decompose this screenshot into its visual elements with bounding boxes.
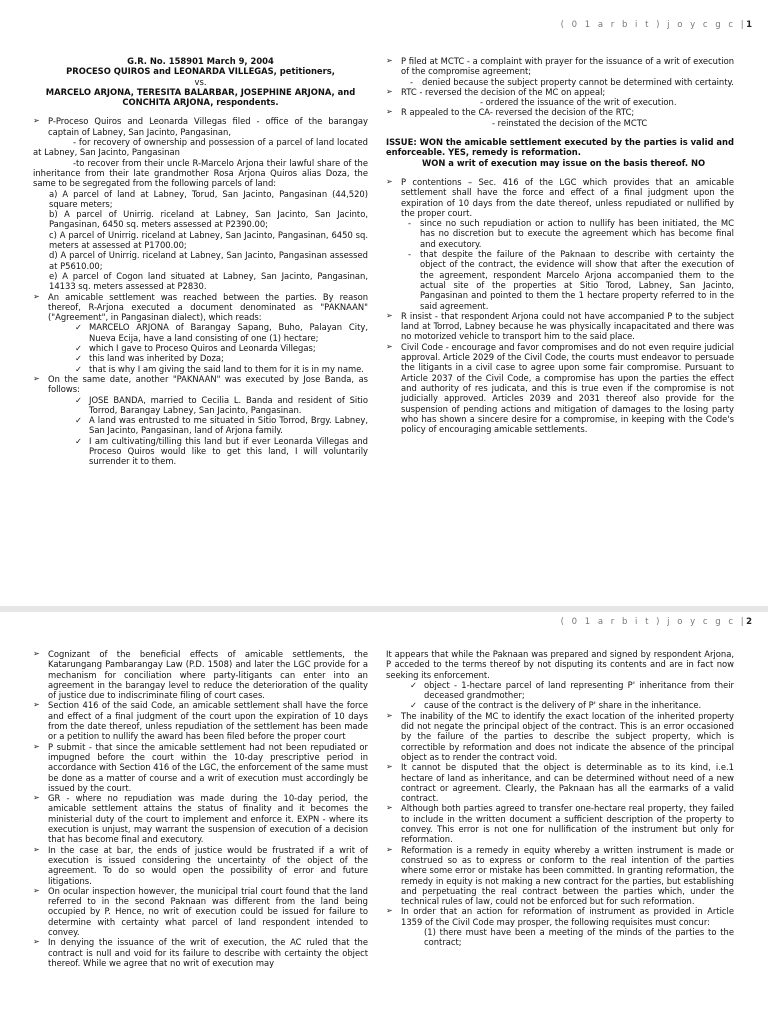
bullet-paragraph: ➢ On ocular inspection however, the municipal trial court found that the land referred to in the second Paknaan was different from the land being occupied by P. Hence, no writ of execution could be issued for failure to determine with certainty what parcel of land respondent intended to convey.	[33, 886, 368, 937]
spacer	[386, 128, 734, 137]
bullet-paragraph: ➢ Section 416 of the said Code, an amicable settlement shall have the force and effect of a final judgment of the court upon the expiration of 10 days from the date thereof, unless repudiation of the settlement has been made or a petition to nullify the award has been filed before the proper court	[33, 700, 368, 741]
bullet-paragraph: ➢ GR - where no repudiation was made during the 10-day period, the amicable settlement attains the status of finality and it becomes the ministerial duty of the court to implement and enforce it. EXPN - where its execution is unjust, may warrant the suspension of execution of a decision that has become final and executory.	[33, 793, 368, 844]
paragraph: WON a writ of execution may issue on the basis thereof. NO	[422, 157, 706, 168]
check-item: ✓ object - 1-hectare parcel of land representing P' inheritance from their deceased grandmother;	[408, 680, 734, 701]
bullet-paragraph: ➢ An amicable settlement was reached between the parties. By reason thereof, R-Arjona executed a document denominated as "PAKNAAN" ("Agreement", in Pangasinan dialect), which reads:	[33, 292, 368, 323]
bullet-paragraph: ➢ Cognizant of the beneficial effects of amicable settlements, the Katarungang Pambarangay Law (P.D. 1508) and later the LGC provide for a mechanism for conciliation where party-litigants can enter into an agreement in the barangay level to reduce the deterioration of the quality of justice due to indiscriminate filing of court cases.	[33, 649, 368, 700]
check-item: ✓ A land was entrusted to me situated in Sitio Torrod, Brgy. Labney, San Jacinto, Pangasinan, land of Arjona family.	[73, 415, 368, 436]
bullet-paragraph: ➢ RTC - reversed the decision of the MC on appeal;	[386, 87, 734, 97]
paragraph: - reinstated the decision of the MCTC	[492, 117, 648, 128]
bullet-paragraph: ➢ P contentions – Sec. 416 of the LGC which provides that an amicable settlement shall have the force and effect of a final judgment upon the expiration of 10 days from the date thereof, unless repudiated or nullified by the proper court.	[386, 177, 734, 218]
dash-item: - denied because the subject property cannot be determined with certainty.	[410, 77, 734, 87]
bullet-paragraph: ➢ P submit - that since the amicable settlement had not been repudiated or impugned before the court within the 10-day prescriptive period in accordance with Section 416 of the LGC, the enforcement of the same must be done as a matter of course and a writ of execution must accordingly be issued by the court.	[33, 742, 368, 793]
check-item: ✓ that is why I am giving the said land to them for it is in my name.	[73, 364, 368, 374]
paragraph: - ordered the issuance of the writ of execution.	[480, 97, 677, 108]
bullet-paragraph: ➢ The inability of the MC to identify the exact location of the inherited property did not negate the principal object of the contract. This is an error occasioned by the failure of the parties to describe the subject property, which is correctible by reformation and does not indicate the absence of the principal object as to render the contract void.	[386, 711, 734, 762]
paragraph: It appears that while the Paknaan was prepared and signed by respondent Arjona, P acceded to the terms thereof by not disputing its contents and are in fact now seeking its enforcement.	[386, 649, 734, 680]
check-item: ✓ MARCELO ARJONA of Barangay Sapang, Buho, Palayan City, Nueva Ecija, have a land consisting of one (1) hectare;	[73, 322, 368, 343]
paragraph: b) A parcel of Unirrig. riceland at Labney, San Jacinto, San Jacinto, Pangasinan, 6450 sq. meters assessed at P2390.00;	[49, 209, 368, 230]
paragraph: e) A parcel of Cogon land situated at Labney, San Jacinto, Pangasinan, 14133 sq. meters assessed at P2830.	[49, 270, 368, 292]
paragraph: MARCELO ARJONA, TERESITA BALARBAR, JOSEPHINE ARJONA, and CONCHITA ARJONA, respondents.	[45, 86, 356, 108]
paragraph: PROCESO QUIROS and LEONARDA VILLEGAS, petitioners,	[66, 66, 335, 77]
spacer	[33, 107, 368, 116]
bullet-paragraph: ➢ P-Proceso Quiros and Leonarda Villegas filed - office of the barangay captain of Labney, San Jacinto, Pangasinan,	[33, 116, 368, 137]
dash-item: - that despite the failure of the Paknaan to describe with certainty the object of the contract, the evidence will show that after the execution of the agreement, respondent Marcelo Arjona accompanied them to the actual site of the properties at Sitio Torod, Labney, San Jacinto, Pangasinan and pointed to them the 1 hectare property referred to in the said agreement.	[408, 249, 734, 311]
paragraph: c) A parcel of Unirrig. riceland at Labney, San Jacinto, Pangasinan, 6450 sq. meters at assessed at P1700.00;	[49, 229, 368, 251]
bullet-paragraph: ➢ On the same date, another "PAKNAAN" was executed by Jose Banda, as follows:	[33, 374, 368, 395]
paragraph: ISSUE: WON the amicable settlement executed by the parties is valid and enforceable. YES, remedy is reformation.	[386, 137, 734, 158]
bullet-paragraph: ➢ R appealed to the CA- reversed the decision of the RTC;	[386, 107, 734, 117]
paragraph: - for recovery of ownership and possession of a parcel of land located at Labney, San Jacinto, Pangasinan	[33, 137, 368, 158]
dash-item: - since no such repudiation or action to nullify has been initiated, the MC has no discretion but to execute the agreement which has become final and executory.	[408, 218, 734, 249]
page-header: ( 0 1 a r b i t ) j o y c g c |2	[560, 617, 752, 627]
check-item: ✓ JOSE BANDA, married to Cecilia L. Banda and resident of Sitio Torrod, Barangay Labney, San Jacinto, Pangasinan.	[73, 395, 368, 416]
check-item: ✓ which I gave to Proceso Quiros and Leonarda Villegas;	[73, 343, 368, 353]
bullet-paragraph: ➢ Reformation is a remedy in equity whereby a written instrument is made or construed so as to express or conform to the real intention of the parties where some error or mistake has been committed. In granting reformation, the remedy in equity is not making a new contract for the parties, but establishing and perpetuating the real contract between the parties which, under the technical rules of law, could not be enforced but for such reformation.	[386, 845, 734, 907]
left-column	[33, 56, 368, 467]
check-item: ✓ this land was inherited by Doza;	[73, 353, 368, 363]
bullet-paragraph: ➢ Civil Code - encourage and favor compromises and do not even require judicial approval. Article 2029 of the Civil Code, the courts must endeavor to persuade the litigants in a civil case to agree upon some fair compromise. Pursuant to Article 2037 of the Civil Code, a compromise has upon the parties the effect and authority of res judicata, and this is true even if the compromise is not judicially approved. Articles 2039 and 2031 thereof also provide for the suspension of pending actions and mitigation of damages to the losing party who has shown a sincere desire for a compromise, in keeping with the Code's policy of encouraging amicable settlements.	[386, 342, 734, 435]
paragraph: a) A parcel of land at Labney, Torud, San Jacinto, Pangasinan (44,520) square meters;	[49, 188, 368, 209]
right-column	[386, 56, 734, 434]
bullet-paragraph: ➢ In the case at bar, the ends of justice would be frustrated if a writ of execution is issued considering the uncertainty of the object of the agreement. To do so would open the possibility of error and future litigations.	[33, 845, 368, 886]
check-item: ✓ cause of the contract is the delivery of P' share in the inheritance.	[408, 700, 734, 710]
page-header: ( 0 1 a r b i t ) j o y c g c |1	[560, 20, 752, 30]
paragraph: (1) there must have been a meeting of the minds of the parties to the contract;	[424, 927, 734, 948]
paragraph: G.R. No. 158901 March 9, 2004	[127, 56, 274, 66]
paragraph: -to recover from their uncle R-Marcelo Arjona their lawful share of the inheritance from their late grandmother Rosa Arjona Quiros alias Doza, the same to be segregated from the following parcels of land:	[33, 157, 368, 189]
bullet-paragraph: ➢ P filed at MCTC - a complaint with prayer for the issuance of a writ of execution of the compromise agreement;	[386, 56, 734, 77]
paragraph: d) A parcel of Unirrig. riceland at Labney, San Jacinto, Pangasinan assessed at P5610.00;	[49, 250, 368, 271]
bullet-paragraph: ➢ In denying the issuance of the writ of execution, the AC ruled that the contract is null and void for its failure to describe with certainty the object thereof. While we agree that no writ of execution may	[33, 937, 368, 968]
paragraph: vs.	[194, 76, 207, 87]
left-column	[33, 649, 368, 968]
spacer	[386, 168, 734, 177]
bullet-paragraph: ➢ Although both parties agreed to transfer one-hectare real property, they failed to include in the written document a sufficient description of the property to convey. This error is not one for nullification of the instrument but only for reformation.	[386, 803, 734, 844]
bullet-paragraph: ➢ It cannot be disputed that the object is determinable as to its kind, i.e.1 hectare of land as inheritance, and can be determined without need of a new contract or agreement. Clearly, the Paknaan has all the earmarks of a valid contract.	[386, 762, 734, 803]
check-item: ✓ I am cultivating/tilling this land but if ever Leonarda Villegas and Proceso Quiros would like to get this land, I will voluntarily surrender it to them.	[73, 436, 368, 467]
bullet-paragraph: ➢ In order that an action for reformation of instrument as provided in Article 1359 of the Civil Code may prosper, the following requisites must concur:	[386, 906, 734, 927]
page-2	[0, 612, 768, 1024]
bullet-paragraph: ➢ R insist - that respondent Arjona could not have accompanied P to the subject land at Torrod, Labney because he was physically incapacitated and there was no motorized vehicle to transport him to the said place.	[386, 311, 734, 342]
right-column	[386, 649, 734, 948]
